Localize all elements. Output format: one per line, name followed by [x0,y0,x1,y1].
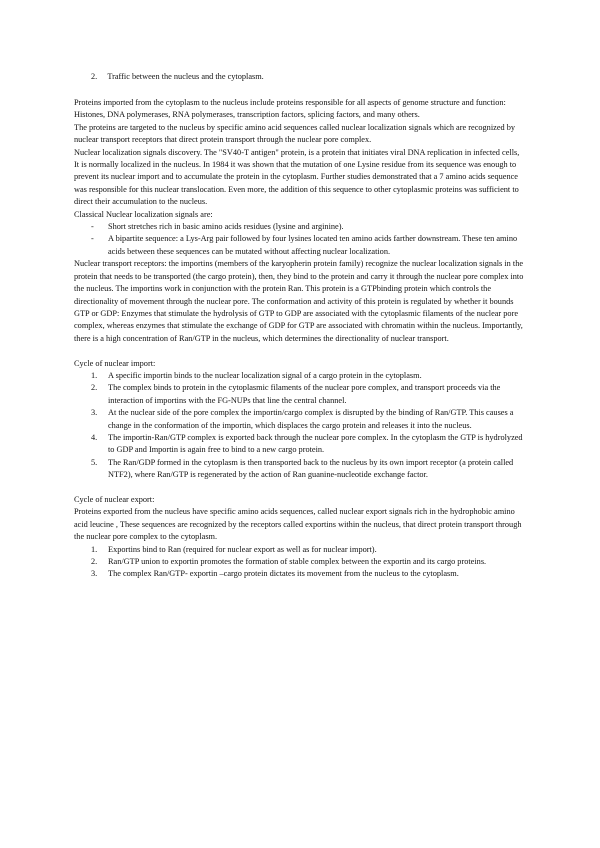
import-steps-list [74,370,526,482]
list-item [74,457,526,482]
dash-bullet: - [91,234,94,244]
step-number: 1. [91,544,98,554]
paragraph-export-intro: Proteins exported from the nucleus have specific amino acids sequences, called nuclear export signals rich in the hydrophobic amino acid leucine , These sequences are recognized by the receptors called exportins within the nucleus, that direct protein transport through the nuclear pore complex to the cytoplasm. [74,507,522,542]
list-item [74,233,526,258]
step-number: 3. [91,569,98,579]
paragraph-imported-proteins: Proteins imported from the cytoplasm to the nucleus include proteins responsible for all aspects of genome structure and function: Histones, DNA polymerases, RNA polymerases, transcription factors, splicing factors, and many others. [74,98,506,120]
step-text: Exportins bind to Ran (required for nuclear export as well as for nuclear import). [108,544,377,554]
list-item [74,382,526,407]
list-item [74,556,526,568]
step-number: 2. [91,557,98,566]
paragraph-targeting: The proteins are targeted to the nucleus by specific amino acid sequences called nuclear localization signals which are recognized by nuclear transport receptors that direct protein transport through the nuclear pore complex. [74,122,516,145]
main-text-column [74,97,526,581]
intro-list-item [91,71,264,83]
paragraph-classical-nls: Classical Nuclear localization signals are: [74,209,213,219]
spacer [74,482,526,494]
step-number: 3. [91,408,98,418]
list-item [74,568,526,580]
step-number: 2. [91,383,98,393]
list-item [74,432,526,457]
list-item [74,407,526,432]
step-text: A specific importin binds to the nuclear localization signal of a cargo protein in the cytoplasm. [108,370,422,380]
step-text: At the nuclear side of the pore complex the importin/cargo complex is disrupted by the binding of Ran/GTP. This causes a change in the conformation of the importin, which displaces the cargo protein and releases it into the nucleus. [108,408,514,430]
step-number: 4. [91,432,98,442]
list-item [74,544,526,556]
intro-item-text: Traffic between the nucleus and the cytoplasm. [107,72,264,81]
paragraph-nls-discovery: Nuclear localization signals discovery. The "SV40-T antigen" protein, is a protein that initiates viral DNA replication in infected cells, It is normally localized in the nucleus. In 1984 it was shown that the mutation of one Lysine residue from its sequence was enough to prevent its nuclear import and to accumulate the protein in the cytoplasm. Further studies demonstrated that a 7 amino acids sequence was responsible for this nuclear translocation. Even more, the addition of this sequence to other cytoplasmic proteins was sufficient to direct their accumulation to the nucleus. [74,147,520,207]
list-item-text: Short stretches rich in basic amino acids residues (lysine and arginine). [108,222,344,232]
list-item [74,370,526,382]
list-item-text: A bipartite sequence: a Lys-Arg pair followed by four lysines located ten amino acids farther downstream. These ten amino acids between these sequences can be mutated without affecting nuclear localization. [108,234,518,256]
nls-list [74,221,526,258]
step-text: The complex Ran/GTP- exportin –cargo protein dictates its movement from the nucleus to the cytoplasm. [108,569,459,579]
step-number: 5. [91,457,98,467]
step-text: Ran/GTP union to exportin promotes the formation of stable complex between the exportin and its cargo proteins. [108,557,487,566]
step-text: The Ran/GDP formed in the cytoplasm is then transported back to the nucleus by its own import receptor (a protein called NTF2), where Ran/GTP is regenerated by the action of Ran guanine-nucleotide exchange factor. [108,457,514,480]
spacer [74,345,526,357]
step-number: 1. [91,370,98,380]
paragraph-transport-receptors: Nuclear transport receptors: the importins (members of the karyopherin protein family) recognize the nuclear localization signals in the protein that needs to be transported (the cargo protein), then, they bind to the protein and carry it through the nuclear pore complex into the nucleus. The importins work in conjunction with the protein Ran. This protein is a GTPbinding protein which controls the directionality of movement through the nuclear pore. The conformation and activity of this protein is regulated by whether it bounds GTP or GDP: Enzymes that stimulate the hydrolysis of GTP to GDP are associated with the cytoplasmic filaments of the nuclear pore complex, whereas enzymes that stimulate the exchange of GDP for GTP are associated with chromatin within the nucleus. Importantly, there is a high concentration of Ran/GTP in the nucleus, which determines the directionality of nuclear transport. [74,259,524,343]
dash-bullet: - [91,222,94,232]
list-item [74,221,526,233]
step-text: The importin-Ran/GTP complex is exported back through the nuclear pore complex. In the cytoplasm the GTP is hydrolyzed to GDP and Importin is again free to bind to a new cargo protein. [108,432,523,455]
import-cycle-heading: Cycle of nuclear import: [74,358,156,368]
step-text: The complex binds to protein in the cytoplasmic filaments of the nuclear pore complex, and transport proceeds via the interaction of importins with the FG-NUPs that line the central channel. [108,383,501,405]
intro-item-number: 2. [91,72,98,81]
export-steps-list [74,544,526,581]
export-cycle-heading: Cycle of nuclear export: [74,494,155,504]
